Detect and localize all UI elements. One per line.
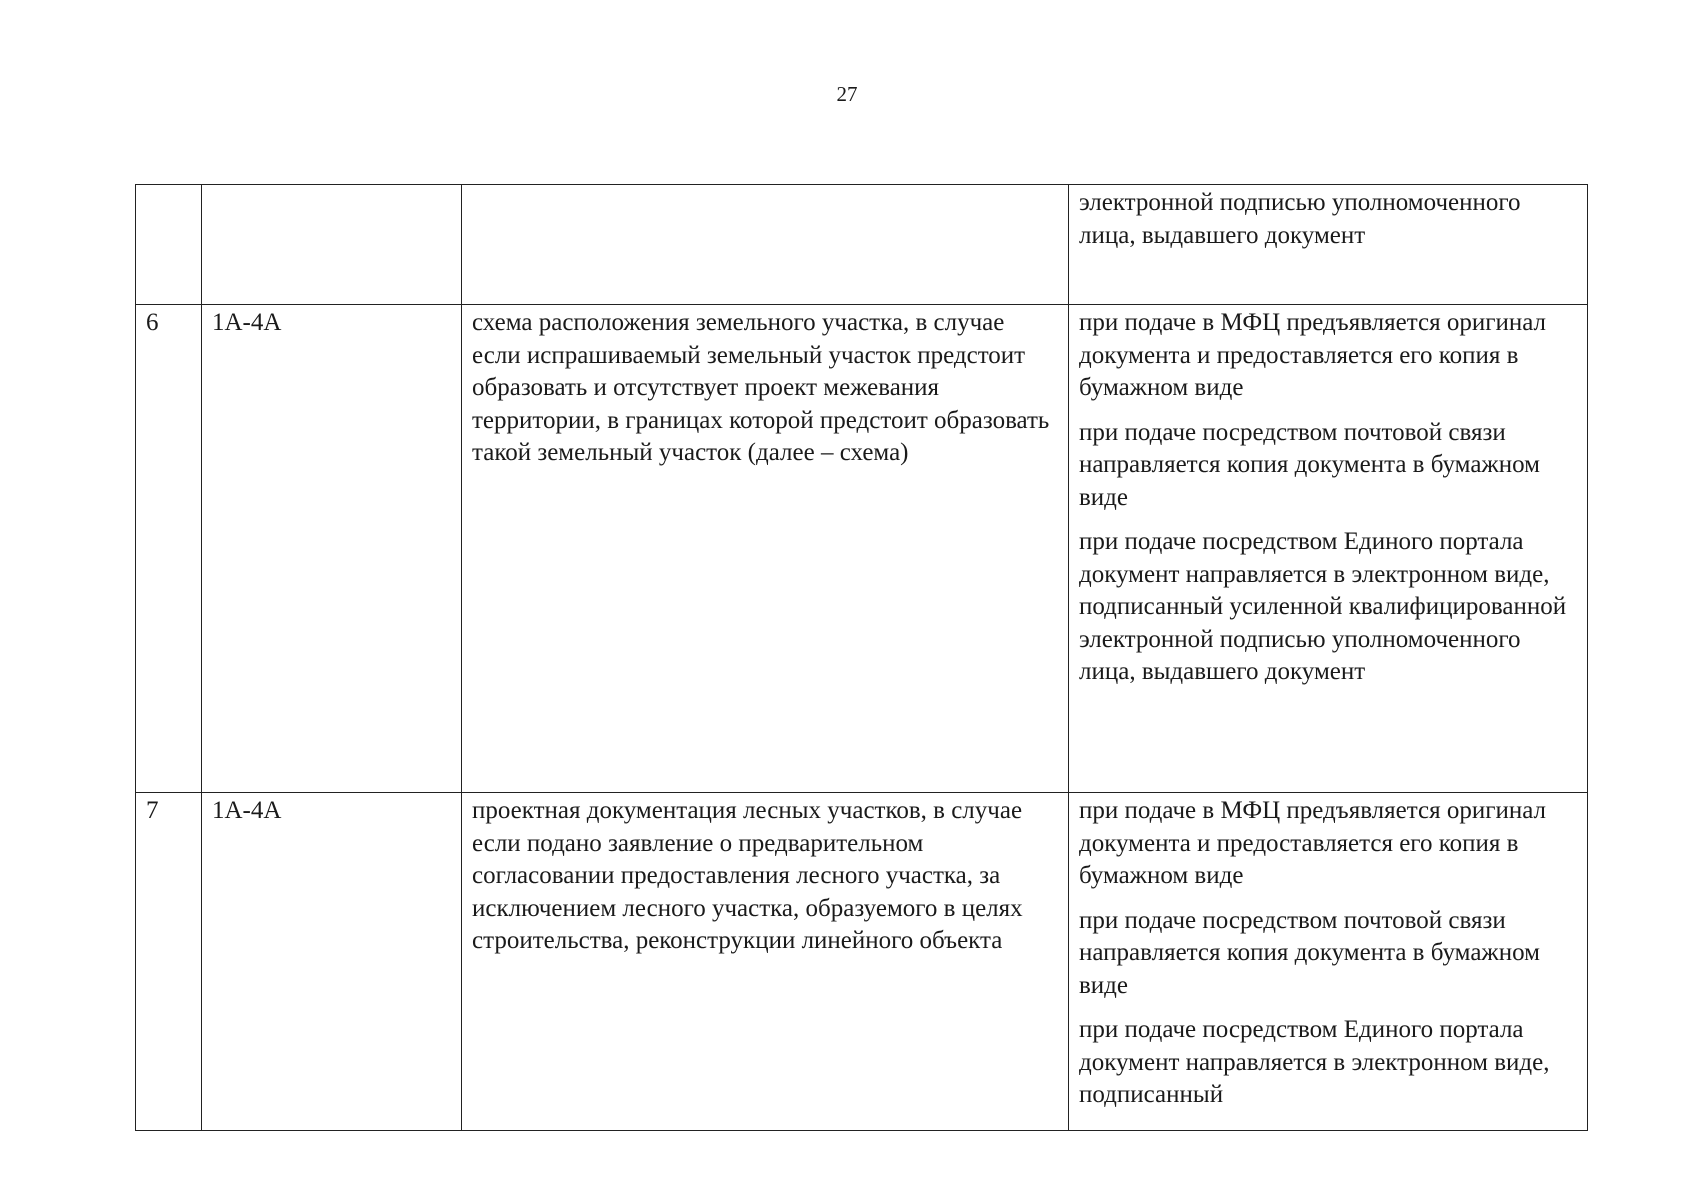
document-code-cell: [202, 185, 462, 305]
row-number-cell: 6: [136, 305, 202, 793]
submission-note: при подаче в МФЦ предъявляется оригинал документа и предоставляется его копия в бумажном виде: [1079, 797, 1547, 889]
row-number-cell: [136, 185, 202, 305]
submission-notes-cell: [1069, 305, 1588, 793]
submission-note: при подаче посредством почтовой связи направляется копия документа в бумажном виде: [1079, 906, 1540, 999]
submission-note: при подаче посредством Единого портала документ направляется в электронном виде, подписанный усиленной квалифицированной электронной подписью уполномоченного лица, выдавшего документ: [1079, 528, 1567, 685]
page-number: 27: [836, 82, 858, 106]
submission-notes-cell: [1069, 185, 1588, 305]
table-row: [136, 793, 1588, 1131]
document-description-cell: [462, 185, 1069, 305]
document-description-cell: проектная документация лесных участков, в случае если подано заявление о предварительном согласовании предоставления лесного участка, за исключением лесного участка, образуемого в целях строительства, реконструкции линейного объекта: [462, 793, 1069, 1131]
row-number-cell: 7: [136, 793, 202, 1131]
document-description-cell: схема расположения земельного участка, в случае если испрашиваемый земельный участок предстоит образовать и отсутствует проект межевания территории, в границах которой предстоит образовать такой земельный участок (далее – схема): [462, 305, 1069, 793]
submission-note: при подаче посредством почтовой связи направляется копия документа в бумажном виде: [1079, 418, 1540, 511]
submission-note: при подаче в МФЦ предъявляется оригинал документа и предоставляется его копия в бумажном виде: [1079, 309, 1547, 401]
document-code-cell: 1А-4А: [202, 793, 462, 1131]
submission-note: электронной подписью уполномоченного лица, выдавшего документ: [1079, 189, 1521, 249]
table-row: [136, 185, 1588, 305]
document-code-cell: 1А-4А: [202, 305, 462, 793]
document-table: [135, 184, 1588, 1131]
submission-note: при подаче посредством Единого портала документ направляется в электронном виде, подписанный: [1079, 1016, 1550, 1108]
submission-notes-cell: [1069, 793, 1588, 1131]
table-row: [136, 305, 1588, 793]
